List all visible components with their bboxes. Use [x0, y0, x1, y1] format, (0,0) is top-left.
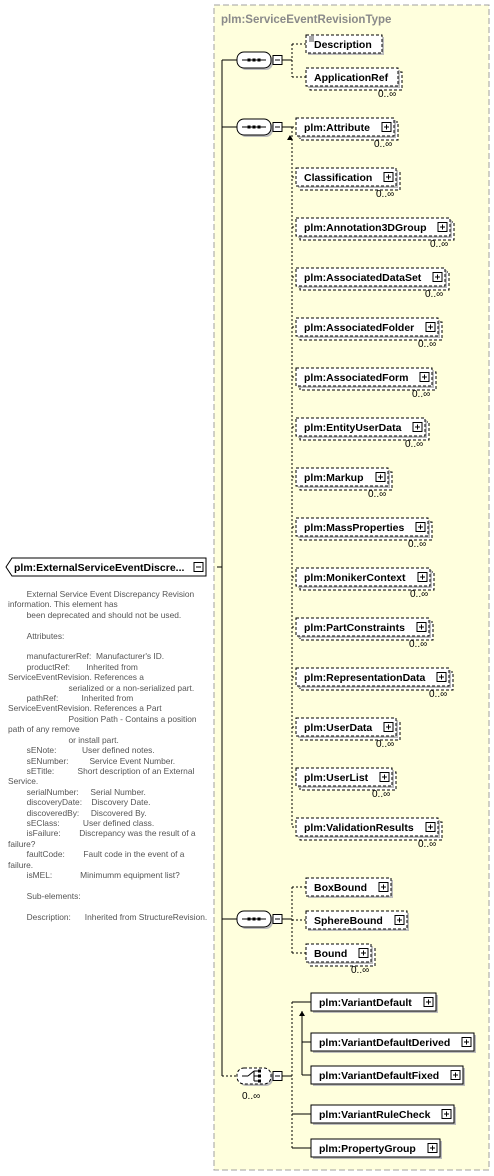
element-mass-properties-occurrence: 0..∞ — [408, 539, 427, 550]
element-bound-occurrence: 0..∞ — [351, 965, 370, 976]
element-property-group-label: plm:PropertyGroup — [319, 1143, 416, 1155]
element-sphere-bound[interactable] — [306, 911, 409, 931]
element-box-bound-label: BoxBound — [314, 882, 368, 894]
element-attribute-occurrence: 0..∞ — [374, 139, 393, 150]
element-associated-folder-label: plm:AssociatedFolder — [304, 322, 415, 334]
element-part-constraints-occurrence: 0..∞ — [409, 639, 428, 650]
element-user-data-occurrence: 0..∞ — [376, 739, 395, 750]
element-representation-data-occurrence: 0..∞ — [429, 689, 448, 700]
element-user-list-expand-icon[interactable] — [380, 773, 389, 782]
element-moniker-context[interactable] — [296, 568, 434, 590]
element-associated-data-set[interactable] — [296, 268, 449, 290]
element-application-ref-label: ApplicationRef — [314, 72, 389, 84]
element-entity-user-data-label: plm:EntityUserData — [304, 422, 402, 434]
element-representation-data-label: plm:RepresentationData — [304, 672, 426, 684]
element-mass-properties-expand-icon[interactable] — [416, 523, 425, 532]
element-property-group[interactable] — [311, 1139, 442, 1159]
element-moniker-context-label: plm:MonikerContext — [304, 572, 406, 584]
element-validation-results-occurrence: 0..∞ — [418, 839, 437, 850]
element-user-data-expand-icon[interactable] — [384, 723, 393, 732]
element-variant-default-fixed-label: plm:VariantDefaultFixed — [319, 1070, 440, 1082]
element-property-group-expand-icon[interactable] — [428, 1144, 437, 1153]
element-variant-default-derived[interactable] — [311, 1033, 476, 1053]
element-classification-occurrence: 0..∞ — [376, 189, 395, 200]
element-mass-properties[interactable] — [296, 518, 432, 540]
element-variant-default-fixed[interactable] — [311, 1066, 465, 1086]
compositor-choice-4[interactable] — [237, 1068, 273, 1086]
element-sphere-bound-label: SphereBound — [314, 915, 383, 927]
element-annotation3-dgroup-expand-icon[interactable] — [438, 223, 447, 232]
element-classification-label: Classification — [304, 172, 373, 184]
element-annotation3-dgroup[interactable] — [296, 218, 454, 240]
element-associated-form-occurrence: 0..∞ — [412, 389, 431, 400]
element-markup-occurrence: 0..∞ — [368, 489, 387, 500]
compositor-sequence-2[interactable] — [237, 119, 273, 137]
element-description[interactable] — [306, 35, 384, 55]
element-entity-user-data[interactable] — [296, 418, 429, 440]
root-element-collapse-icon[interactable] — [194, 563, 203, 572]
compositor-choice-4-occurrence: 0..∞ — [242, 1091, 261, 1102]
element-variant-default-label: plm:VariantDefault — [319, 997, 412, 1009]
element-validation-results[interactable] — [296, 818, 442, 840]
root-element-label: plm:ExternalServiceEventDiscre... — [14, 562, 185, 574]
element-associated-data-set-label: plm:AssociatedDataSet — [304, 272, 422, 284]
element-moniker-context-expand-icon[interactable] — [418, 573, 427, 582]
element-application-ref-occurrence: 0..∞ — [378, 89, 397, 100]
element-attribute-expand-icon[interactable] — [382, 123, 391, 132]
compositor-choice-4-collapse-icon[interactable] — [273, 1072, 282, 1081]
element-markup-label: plm:Markup — [304, 472, 364, 484]
element-associated-folder-expand-icon[interactable] — [426, 323, 435, 332]
element-entity-user-data-expand-icon[interactable] — [413, 423, 422, 432]
element-associated-form-expand-icon[interactable] — [420, 373, 429, 382]
compositor-sequence-1-collapse-icon[interactable] — [273, 56, 282, 65]
element-validation-results-label: plm:ValidationResults — [304, 822, 414, 834]
element-part-constraints-expand-icon[interactable] — [417, 623, 426, 632]
compositor-sequence-3[interactable] — [237, 911, 273, 929]
compositor-sequence-2-collapse-icon[interactable] — [273, 123, 282, 132]
element-associated-form[interactable] — [296, 368, 436, 390]
element-annotation3-dgroup-occurrence: 0..∞ — [430, 239, 449, 250]
element-mass-properties-label: plm:MassProperties — [304, 522, 405, 534]
element-part-constraints[interactable] — [296, 618, 433, 640]
element-sphere-bound-expand-icon[interactable] — [395, 916, 404, 925]
element-bound-label: Bound — [314, 948, 348, 960]
element-representation-data-expand-icon[interactable] — [437, 673, 446, 682]
element-annotation3-dgroup-label: plm:Annotation3DGroup — [304, 222, 427, 234]
element-variant-rule-check[interactable] — [311, 1105, 456, 1125]
element-user-list-occurrence: 0..∞ — [372, 789, 391, 800]
element-variant-rule-check-expand-icon[interactable] — [442, 1110, 451, 1119]
element-variant-default[interactable] — [311, 993, 438, 1013]
element-box-bound-expand-icon[interactable] — [379, 883, 388, 892]
element-variant-default-derived-label: plm:VariantDefaultDerived — [319, 1037, 451, 1049]
element-description-label: Description — [314, 39, 372, 51]
element-variant-rule-check-label: plm:VariantRuleCheck — [319, 1109, 431, 1121]
element-user-data-label: plm:UserData — [304, 722, 373, 734]
root-element[interactable] — [6, 558, 206, 576]
element-variant-default-derived-expand-icon[interactable] — [462, 1038, 471, 1047]
element-associated-data-set-occurrence: 0..∞ — [425, 289, 444, 300]
element-associated-folder-occurrence: 0..∞ — [418, 339, 437, 350]
element-part-constraints-label: plm:PartConstraints — [304, 622, 405, 634]
type-title: plm:ServiceEventRevisionType — [221, 14, 392, 26]
element-bound-expand-icon[interactable] — [359, 949, 368, 958]
element-variant-default-expand-icon[interactable] — [424, 998, 433, 1007]
element-attribute-label: plm:Attribute — [304, 122, 370, 134]
element-validation-results-expand-icon[interactable] — [426, 823, 435, 832]
element-moniker-context-occurrence: 0..∞ — [410, 589, 429, 600]
element-user-list-label: plm:UserList — [304, 772, 369, 784]
element-markup-expand-icon[interactable] — [376, 473, 385, 482]
element-associated-data-set-expand-icon[interactable] — [433, 273, 442, 282]
element-application-ref[interactable] — [306, 68, 402, 90]
element-entity-user-data-occurrence: 0..∞ — [405, 439, 424, 450]
compositor-sequence-1[interactable] — [237, 52, 273, 70]
compositor-sequence-3-collapse-icon[interactable] — [273, 915, 282, 924]
element-associated-folder[interactable] — [296, 318, 442, 340]
element-variant-default-fixed-expand-icon[interactable] — [451, 1071, 460, 1080]
element-classification-expand-icon[interactable] — [384, 173, 393, 182]
element-documentation: External Service Event Discrepancy Revision information. This element has been deprecated and should not be used. Attributes: manufacturerRef: Manufacturer's ID. productRef: Inherited from ServiceEventRevision. References a serialized or a non-serialized part. pathRef: Inherited from ServiceEventRevision. References a Part Position Path - Contains a position path of any remove or install part. sENote: User defined notes. sENumber: Service Event Number. sETitle: Short description of an External Service. serialNumber: Serial Number. discoveryDate: Discovery Date. discoveredBy: Discovered By. sEClass: User defined class. isFailure: Discrepancy was the result of a failure? faultCode: Fault code in the event of a failure. isMEL: Minimumm equipment list? Sub-elements: Description: Inherited from StructureRevision. — [8, 589, 208, 922]
element-associated-form-label: plm:AssociatedForm — [304, 372, 409, 384]
element-representation-data[interactable] — [296, 668, 453, 690]
